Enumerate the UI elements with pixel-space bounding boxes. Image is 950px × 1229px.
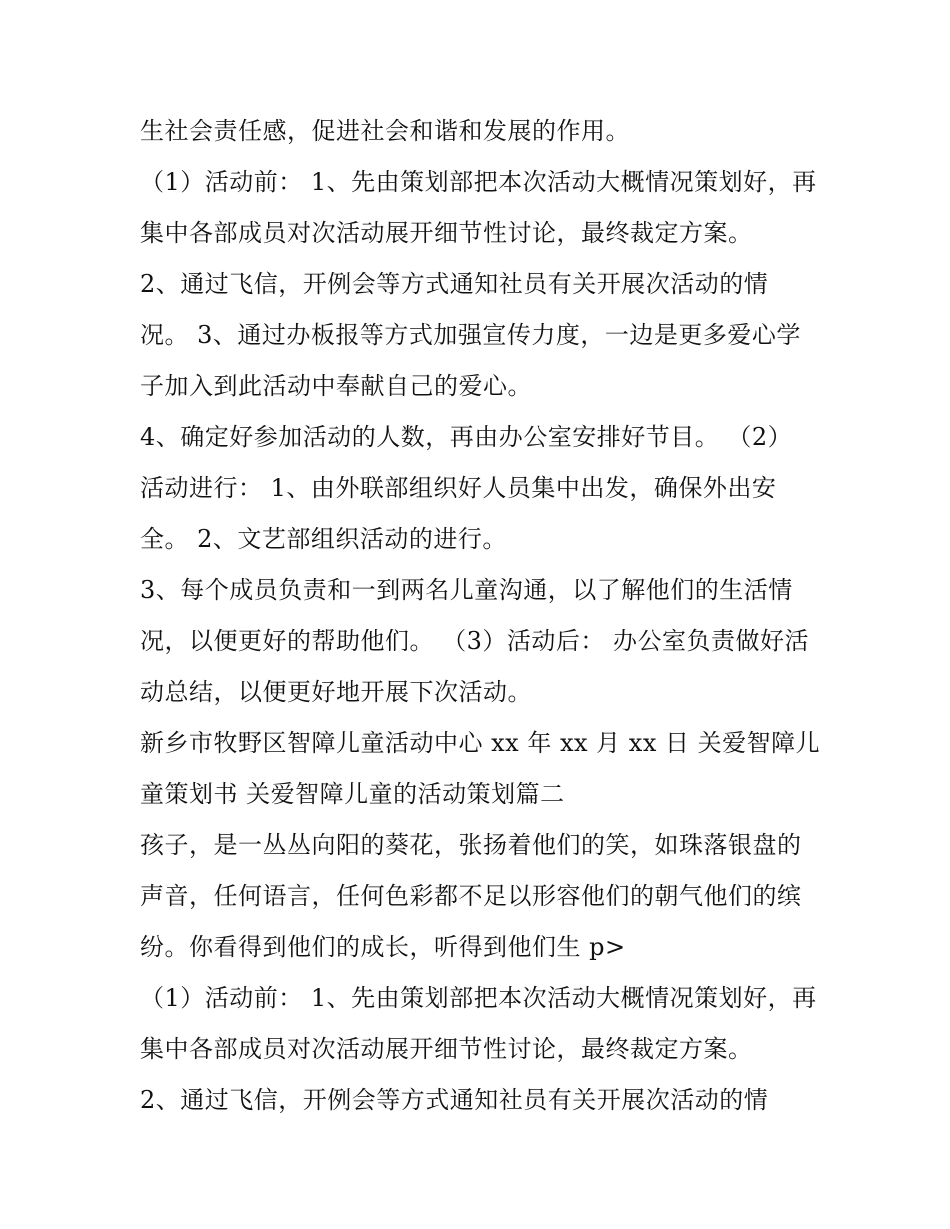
text-line: 纷。你看得到他们的成长，听得到他们生 p> (140, 933, 626, 961)
text-line: 况。 3、通过办板报等方式加强宣传力度，一边是更多爱心学 (140, 321, 801, 349)
text-line: 2、通过飞信，开例会等方式通知社员有关开展次活动的情 (140, 1086, 769, 1114)
text-line: 子加入到此活动中奉献自己的爱心。 (140, 372, 532, 400)
text-line: 况，以便更好的帮助他们。 （3）活动后： 办公室负责做好活 (140, 627, 810, 655)
text-line: 童策划书 关爱智障儿童的活动策划篇二 (140, 780, 565, 808)
text-line: 声音，任何语言，任何色彩都不足以形容他们的朝气他们的缤 (140, 882, 802, 910)
text-line: 4、确定好参加活动的人数，再由办公室安排好节目。 （2） (140, 423, 793, 451)
text-line: 活动进行： 1、由外联部组织好人员集中出发，确保外出安 (140, 474, 777, 502)
text-line: 生社会责任感，促进社会和谐和发展的作用。 (140, 117, 630, 145)
text-line: 全。 2、文艺部组织活动的进行。 (140, 525, 507, 553)
text-line: （1）活动前： 1、先由策划部把本次活动大概情况策划好，再 (140, 984, 817, 1012)
text-line: 集中各部成员对次活动展开细节性讨论，最终裁定方案。 (140, 1035, 753, 1063)
text-line: 孩子，是一丛丛向阳的葵花，张扬着他们的笑，如珠落银盘的 (140, 831, 802, 859)
text-line: 3、每个成员负责和一到两名儿童沟通，以了解他们的生活情 (140, 576, 793, 604)
text-line: 集中各部成员对次活动展开细节性讨论，最终裁定方案。 (140, 219, 753, 247)
text-line: 动总结，以便更好地开展下次活动。 (140, 678, 532, 706)
text-line: 2、通过飞信，开例会等方式通知社员有关开展次活动的情 (140, 270, 769, 298)
text-line: （1）活动前： 1、先由策划部把本次活动大概情况策划好，再 (140, 168, 817, 196)
body-text (140, 106, 830, 1126)
text-line: 新乡市牧野区智障儿童活动中心 xx 年 xx 月 xx 日 关爱智障儿 (140, 729, 821, 757)
